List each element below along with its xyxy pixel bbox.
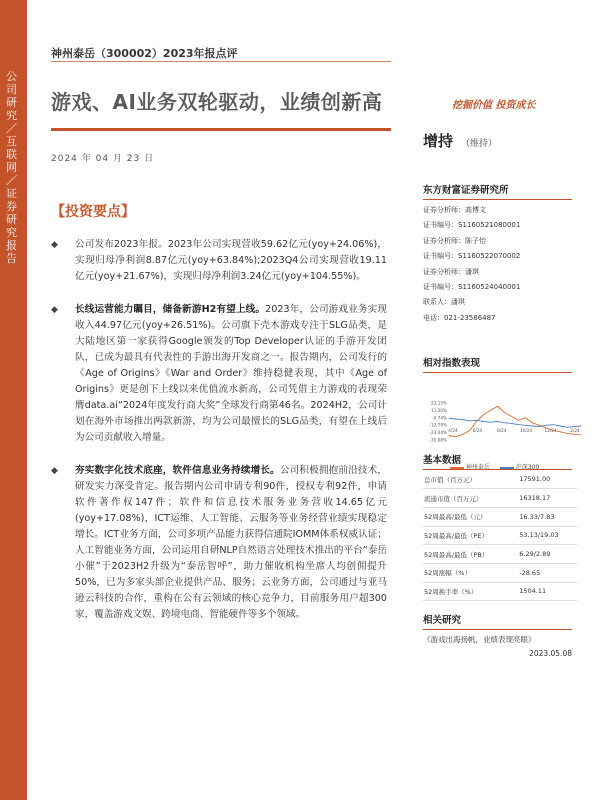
related-research-block: [423, 612, 572, 660]
row-value: 16.33/7.83: [515, 507, 577, 526]
legend-label-index: 沪深300: [515, 464, 540, 471]
diamond-bullet-icon: ◆: [51, 466, 58, 476]
firm-name: 东方财富证券研究所: [423, 182, 572, 200]
legend-label-stock: 神州泰岳: [465, 464, 490, 471]
x-tick-label: 10/24: [520, 428, 533, 433]
y-tick-label: 23.15%: [431, 400, 447, 406]
diamond-bullet-icon: ◆: [51, 240, 58, 250]
report-header-title: 神州泰岳（300002）2023年报点评: [51, 47, 238, 60]
row-label: 52周最高/最低（PB）: [423, 545, 515, 564]
analyst-row: 证书编号：S1160522070002: [423, 252, 521, 261]
row-value: -28.65: [515, 563, 577, 582]
rating-note: （维持）: [461, 139, 498, 149]
chart-title: 相对指数表现: [423, 355, 572, 373]
row-label: 52周最高/最低（元）: [423, 507, 515, 526]
related-title: 相关研究: [423, 612, 572, 630]
table-row: [423, 545, 577, 564]
analyst-block: [423, 182, 572, 326]
bullet-text: 公司发布2023年报。2023年公司实现营收59.62亿元(yoy+24.06%)，实现归母净利润8.87亿元(yoy+63.84%);2023Q4公司实现营收19.11亿元(yoy+21.67%)，实现归母净利润3.24亿元(yoy+104.55%)。: [75, 239, 387, 282]
chart-title-block: [423, 355, 572, 373]
analyst-row: 证书编号：S1160521080001: [423, 221, 521, 230]
row-label: 52周涨幅（%）: [423, 563, 515, 582]
diamond-bullet-icon: ◆: [51, 305, 58, 315]
highlights-heading: 【投资要点】: [51, 204, 135, 220]
side-bar-label: 公司研究／互联网／证券研究报告: [6, 70, 17, 265]
series-line-index: [449, 418, 581, 427]
analyst-row: 证券分析师：高博文: [423, 206, 486, 214]
y-tick-label: -35.08%: [429, 437, 447, 443]
bullet-text: 长线运营能力瞩目，储备新游H2有望上线。2023年，公司游戏业务实现收入44.97亿元(yoy+26.51%)。公司旗下壳木游戏专注于SLG品类，是大陆地区第一家获得Google颁发的Top Developer认证的手游开发团队，已成为最具有代表性的手游出海开发商之一。报告期内，公司发行的《Age of Origins》《War and Order》维持稳健表现，其中《Age of Origins》更是创下上线以来优值流水新高，公司凭借主力游戏的表现荣膺data.ai“2024年度发行商大奖”全球发行商第46名。2024H2，公司计划在海外市场推出两款新游，均为公司最擅长的SLG品类，有望在上线后为公司贡献收入增量。: [75, 304, 387, 443]
x-tick-label: 12/24: [544, 428, 557, 433]
row-value: 53.13/19.03: [515, 526, 577, 545]
report-date: 2024 年 04 月 23 日: [51, 154, 155, 164]
title-underline-bar: [51, 128, 391, 131]
row-label: 流通市值（百万元）: [423, 489, 515, 508]
bullet-item: [51, 302, 387, 446]
table-row: [423, 507, 577, 526]
row-label: 52周最高/最低（PE）: [423, 526, 515, 545]
row-value: 16318.17: [515, 489, 577, 508]
series-line-stock: [449, 406, 581, 437]
x-tick-label: 4/24: [448, 428, 458, 433]
row-label: 52周换手率（%）: [423, 582, 515, 601]
related-item-date: 2023.05.08: [529, 649, 572, 658]
slogan: 挖掘价值 投资成长: [452, 100, 536, 111]
basic-data-table: [423, 470, 577, 601]
bullet-item: [51, 463, 387, 623]
analyst-row: 证书编号：S1160524040001: [423, 283, 521, 292]
analyst-row: 联系人：潘琪: [423, 298, 465, 307]
x-tick-label: 6/24: [472, 428, 483, 433]
page-title: 游戏、AI业务双轮驱动，业绩创新高: [51, 90, 383, 114]
table-row: [423, 563, 577, 582]
header-divider: [51, 61, 391, 62]
analyst-row: 证券分析师：潘琪: [423, 267, 479, 276]
bullet-text: 夯实数字化技术底座，软件信息业务持续增长。公司积极拥抱前沿技术，研发实力深受肯定。报告期内公司申请专利90件，授权专利92件，申请软件著作权147件；软件和信息技术服务业务营收14.65亿元(yoy+17.08%)，ICT运维、人工智能、云服务等业务经营业绩实现稳定增长。ICT业务方面，公司多项产品能力获得信通院IOMM体系权威认证；人工智能业务方面，公司运用自研NLP自然语言处理技术推出的平台“泰岳小催”于2023H2升级为“泰岳智呼”，助力催收机构坐席人均创佣提升50%，已为多家头部企业提供产品、服务；云业务方面，公司通过与亚马逊云科技的合作，重构在公有云领域的核心竞争力，目前服务用户超300家，覆盖游戏文娱、跨境电商、智能硬件等多个领域。: [75, 465, 388, 620]
y-tick-label: 11.20%: [431, 407, 447, 413]
y-tick-label: -12.79%: [429, 422, 447, 428]
bullet-item: [51, 237, 387, 285]
related-item-link[interactable]: 《游戏出海扬帆，业绩表现亮眼》: [423, 635, 536, 644]
basic-data-title: 基本数据: [423, 452, 572, 470]
row-value: 6.29/2.89: [515, 545, 577, 564]
x-tick-label: 8/24: [497, 428, 507, 433]
table-row: [423, 582, 577, 601]
relative-index-chart: [423, 400, 583, 452]
row-value: 17591.00: [515, 470, 577, 489]
basic-data-heading-block: [423, 452, 572, 470]
analyst-row: 电话：021-23586487: [423, 313, 496, 322]
x-tick-label: 2/24: [570, 428, 580, 433]
table-row: [423, 526, 577, 545]
table-row: [423, 489, 577, 508]
row-label: 总市值（百万元）: [423, 470, 515, 489]
y-tick-label: -0.74%: [432, 415, 447, 421]
row-value: 1504.11: [515, 582, 577, 601]
table-row: [423, 470, 577, 489]
rating: 增持: [423, 132, 454, 150]
y-tick-label: -23.44%: [429, 430, 447, 436]
analyst-row: 证券分析师：陈子怡: [423, 236, 486, 245]
